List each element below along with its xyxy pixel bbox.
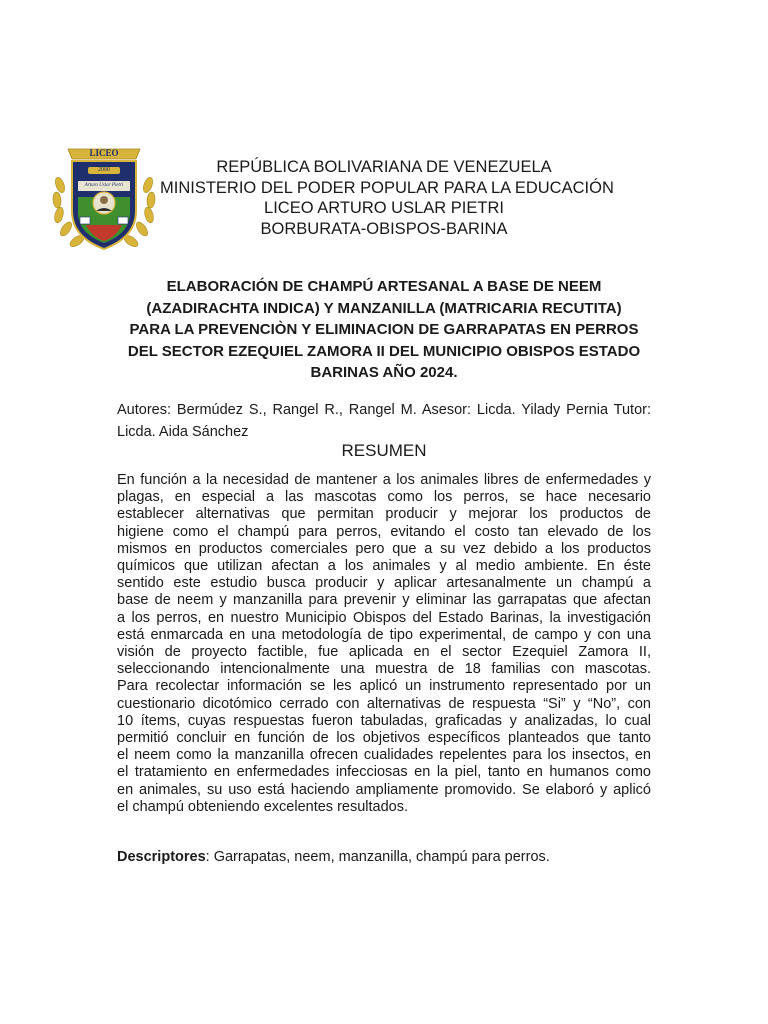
- crest-icon: [50, 145, 158, 257]
- logo-banner-text: LICEO: [89, 148, 119, 158]
- institution-line: MINISTERIO DEL PODER POPULAR PARA LA EDUCACIÓN: [160, 178, 614, 197]
- descriptors-text: : Garrapatas, neem, manzanilla, champú para perros.: [205, 849, 550, 865]
- institution-line: REPÚBLICA BOLIVARIANA DE VENEZUELA: [216, 158, 552, 176]
- title-line: (AZADIRACHTA INDICA) Y MANZANILLA (MATRICARIA RECUTITA): [146, 299, 622, 317]
- abstract-line: seleccionando intencionalmente una muestra de 18 familias con mascotas.: [117, 661, 651, 678]
- logo-signature: Arturo Uslar Pietri: [84, 183, 124, 188]
- resumen-heading: RESUMEN: [341, 441, 427, 460]
- abstract-line: establecer alternativas que permitan producir y mejorar los productos de: [117, 506, 651, 523]
- abstract-line: permitió concluir en función de los objetivos específicos planteados que tanto: [117, 730, 651, 747]
- abstract-line: sentido este estudio busca producir y aplicar artesanalmente un champú a: [117, 575, 651, 592]
- abstract-line: mismos en productos comerciales pero que a su vez debido a los productos: [117, 540, 651, 557]
- logo-year: 2000: [98, 167, 110, 173]
- abstract-line: En función a la necesidad de mantener a los animales libres de enfermedades y: [117, 472, 651, 488]
- abstract-line: el tratamiento en enfermedades infecciosas en la piel, tanto en humanos como: [117, 764, 651, 781]
- abstract-line: 10 ítems, cuyas respuestas fueron tabuladas, graficadas y analizadas, lo cual: [117, 712, 651, 729]
- abstract-line: plagas, en especial a las mascotas como los perros, se hace necesario: [117, 489, 651, 506]
- descriptors: [117, 849, 651, 866]
- abstract-line: en animales, su uso está haciendo ampliamente promovido. Se elaboró y aplicó: [117, 781, 651, 798]
- abstract-line: el champú obteniendo excelentes resultados.: [117, 798, 408, 815]
- document-title: [110, 276, 658, 384]
- descriptors-label: Descriptores: [117, 849, 206, 865]
- abstract-line: base de neem y manzanilla para prevenir y eliminar las garrapatas que afectan: [117, 592, 651, 609]
- abstract-line: a los perros, en nuestro Municipio Obispos del Estado Barinas, la investigación: [117, 609, 651, 626]
- abstract-line: el neem como la manzanilla ofrecen cualidades repelentes para los insectos, en: [117, 747, 651, 764]
- abstract-line: Para recolectar información se les aplicó un instrumento representado por un: [117, 678, 651, 695]
- institution-line: BORBURATA-OBISPOS-BARINA: [260, 219, 508, 238]
- authors-line: Autores: Bermúdez S., Rangel R., Rangel M. Asesor: Licda. Yilady Pernia Tutor: Licda. Aida Sánchez: [117, 402, 651, 440]
- abstract-paragraph: [117, 472, 651, 816]
- title-line: ELABORACIÓN DE CHAMPÚ ARTESANAL A BASE DE NEEM: [166, 278, 602, 295]
- institution-line: LICEO ARTURO USLAR PIETRI: [264, 199, 504, 217]
- school-logo: [50, 145, 158, 257]
- abstract-line: cuestionario dicotómico cerrado con alternativas de respuesta “Si” y “No”, con: [117, 695, 651, 712]
- abstract-line: visión de proyecto factible, fue aplicada en el sector Ezequiel Zamora II,: [117, 644, 651, 661]
- abstract-line: químicos que utilizan afectan a los animales y al medio ambiente. En éste: [117, 558, 651, 575]
- title-line: DEL SECTOR EZEQUIEL ZAMORA II DEL MUNICIPIO OBISPOS ESTADO: [127, 342, 641, 360]
- title-line: BARINAS AÑO 2024.: [310, 364, 458, 381]
- title-line: PARA LA PREVENCIÒN Y ELIMINACION DE GARRAPATAS EN PERROS: [129, 321, 639, 338]
- abstract-line: está enmarcada en una metodología de tipo experimental, de campo y con una: [117, 626, 651, 643]
- abstract-line: higiene como el champú para perros, evitando el costo tan elevado de los: [117, 523, 651, 540]
- institution-header: [160, 157, 614, 239]
